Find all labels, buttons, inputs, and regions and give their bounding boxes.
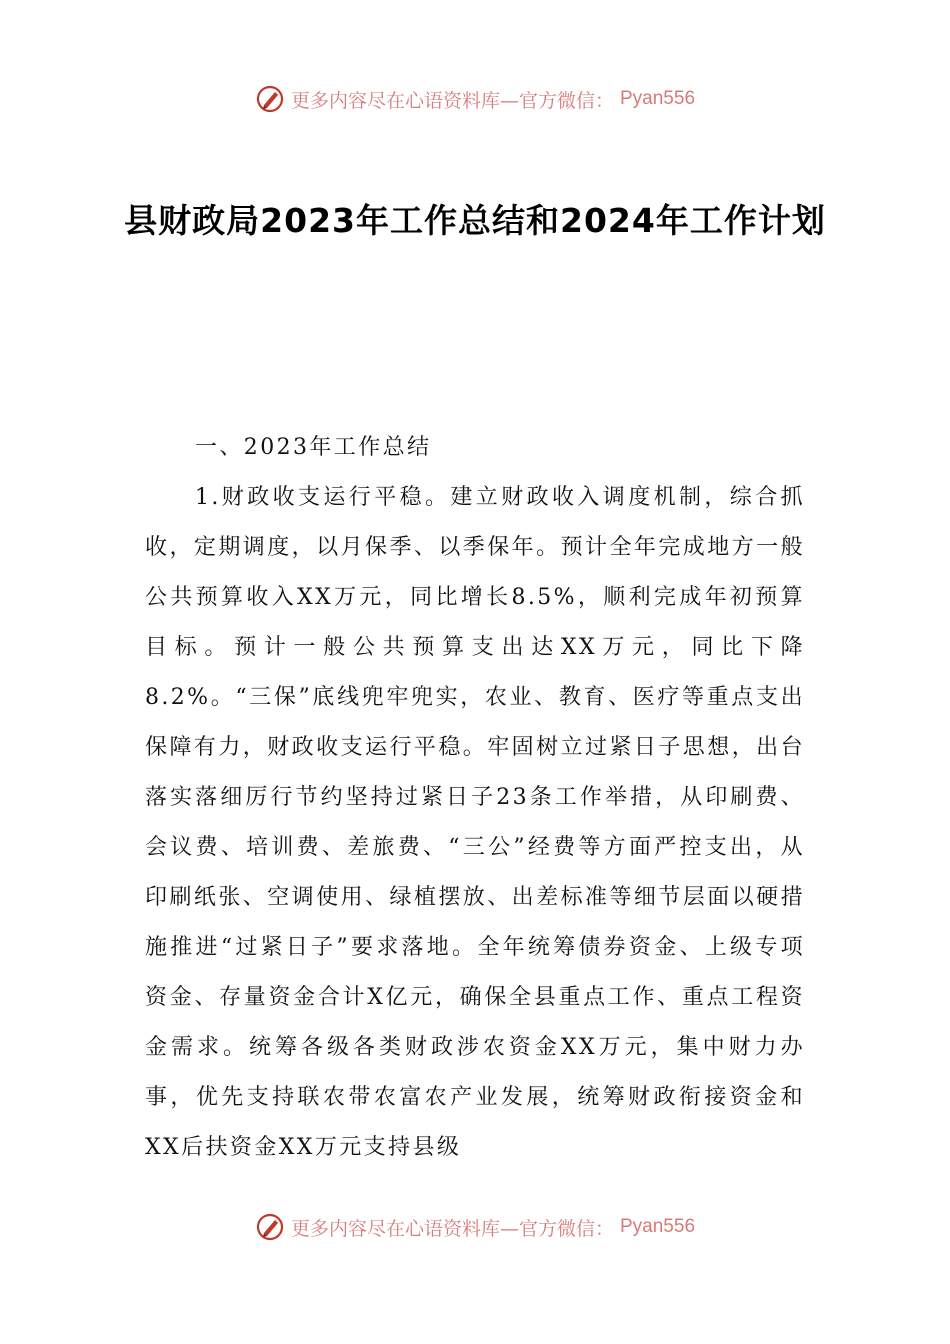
section-heading: 一、2023年工作总结 xyxy=(195,435,432,460)
watermark-banner-top xyxy=(0,84,950,114)
watermark-text: 更多内容尽在心语资料库—官方微信： xyxy=(290,89,614,112)
paragraph-1: 1.财政收支运行平稳。建立财政收入调度机制，综合抓收，定期调度，以月保季、以季保年。预计全年完成地方一般公共预算收入XX万元，同比增长8.5%，顺利完成年初预算目标。预计一般公共预算支出达XX万元，同比下降8.2%。“三保”底线兜牢兜实，农业、教育、医疗等重点支出保障有力，财政收支运行平稳。牢固树立过紧日子思想，出台落实落细厉行节约坚持过紧日子23条工作举措，从印刷费、会议费、培训费、差旅费、“三公”经费等方面严控支出，从印刷纸张、空调使用、绿植摆放、出差标准等细节层面以硬措施推进“过紧日子”要求落地。全年统筹债券资金、上级专项资金、存量资金合计X亿元，确保全县重点工作、重点工程资金需求。统筹各级各类财政涉农资金XX万元，集中财力办事，优先支持联农带农富农产业发展，统筹财政衔接资金和XX后扶资金XX万元支持县级 xyxy=(145,485,805,1160)
document-body xyxy=(145,423,805,1173)
watermark-banner-bottom xyxy=(0,1212,950,1242)
pen-logo-icon xyxy=(255,84,285,114)
pen-logo-icon xyxy=(255,1212,285,1242)
watermark-wechat-id: Pyan556 xyxy=(620,1216,696,1237)
watermark-wechat-id: Pyan556 xyxy=(620,88,696,109)
document-title: 县财政局2023年工作总结和2024年工作计划 xyxy=(124,201,826,240)
watermark-text: 更多内容尽在心语资料库—官方微信： xyxy=(290,1217,614,1240)
